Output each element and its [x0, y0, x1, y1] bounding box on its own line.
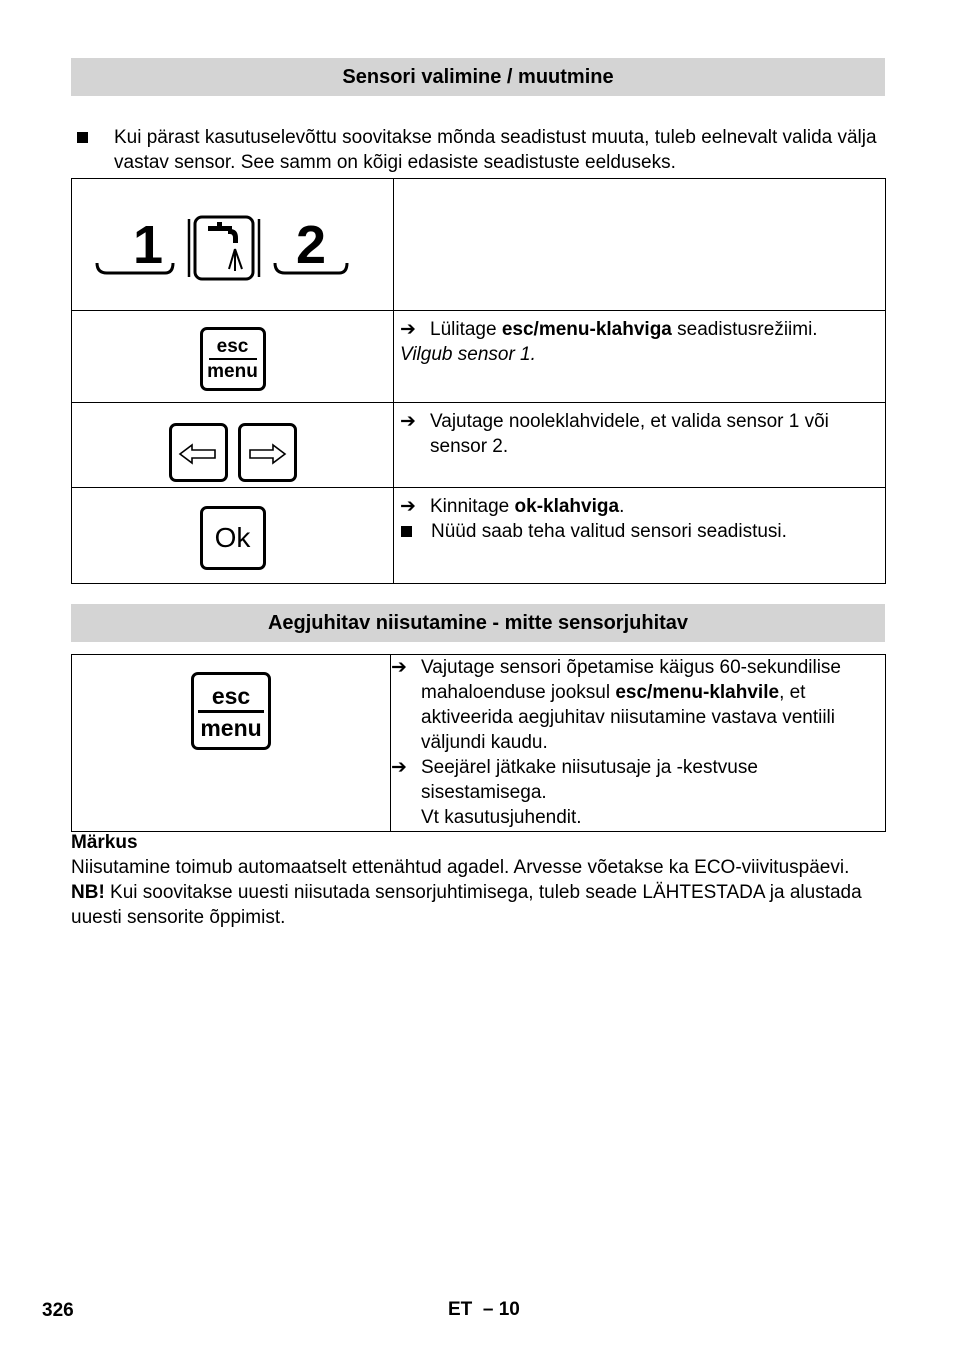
esc-key-label: esc	[198, 682, 264, 713]
menu-key-label: menu	[207, 361, 258, 382]
table-row-ok	[72, 488, 886, 584]
arrow-right-icon: ➔	[400, 496, 416, 517]
esc-result-text: Vilgub sensor 1.	[400, 344, 536, 365]
intro-paragraph	[71, 125, 885, 175]
esc-key-cell	[72, 311, 394, 403]
page-number: 326	[42, 1300, 74, 1321]
esc-instruction: Lülitage esc/menu-klahviga seadistusrežiimi.	[430, 319, 818, 340]
timed-irrigation-table	[71, 654, 886, 832]
arrow-right-icon: ➔	[400, 411, 416, 432]
arrows-text-cell	[394, 403, 886, 488]
display-cell	[72, 179, 394, 311]
intro-text: Kui pärast kasutuselevõttu soovitakse mõnda seadistust muuta, tuleb eelnevalt valida välja vastav sensor. See samm on kõigi edasiste seadistuste eelduseks.	[114, 127, 877, 173]
note-heading: Märkus	[71, 832, 138, 853]
arrows-instruction: Vajutage nooleklahvidele, et valida sensor 1 või sensor 2.	[430, 411, 829, 457]
ok-key-cell	[72, 488, 394, 584]
sensor-select-table	[71, 178, 886, 584]
left-arrow-key-icon	[169, 423, 228, 482]
menu-key-label: menu	[200, 715, 262, 741]
esc-text-cell	[394, 311, 886, 403]
table-row-esc	[72, 311, 886, 403]
display-text-cell	[394, 179, 886, 311]
esc-menu-key-icon	[191, 672, 271, 750]
esc-menu-key-icon	[200, 327, 266, 391]
table-row-display	[72, 179, 886, 311]
bullet-square-icon	[401, 526, 412, 537]
table-row-timed	[72, 655, 886, 832]
esc-key-cell-2	[72, 655, 391, 832]
display-left-number: 1	[132, 215, 163, 275]
ok-result-text: Nüüd saab teha valitud sensori seadistusi.	[431, 521, 787, 542]
arrow-right-icon: ➔	[391, 757, 407, 778]
arrow-right-icon: ➔	[391, 657, 407, 678]
display-right-number: 2	[295, 215, 326, 275]
esc-key-label: esc	[209, 336, 257, 360]
note-block	[71, 830, 885, 930]
arrow-right-icon: ➔	[400, 319, 416, 340]
ok-text-cell	[394, 488, 886, 584]
sensor-display-icon	[93, 211, 373, 291]
timed-text-cell	[391, 655, 886, 832]
timed-step2: Seejärel jätkake niisutusaje ja -kestvuse sisestamisega.	[421, 757, 758, 803]
right-arrow-key-icon	[238, 423, 297, 482]
ok-key-icon: Ok	[200, 506, 266, 570]
ok-instruction: Kinnitage ok-klahviga.	[430, 496, 625, 517]
timed-step2-extra: Vt kasutusjuhendit.	[421, 807, 582, 828]
arrow-keys-cell	[72, 403, 394, 488]
timed-step1: Vajutage sensori õpetamise käigus 60-sekundilise mahaloenduse jooksul esc/menu-klahvile, et aktiveerida aegjuhitav niisutamine vastava ventiili väljundi kaudu.	[421, 657, 842, 753]
nb-text: NB! Kui soovitakse uuesti niisutada sensorjuhtimisega, tuleb seade LÄHTESTADA ja alustada uuesti sensorite õppimist.	[71, 882, 862, 928]
table-row-arrows	[72, 403, 886, 488]
section-title-sensor-select: Sensori valimine / muutmine	[71, 58, 885, 96]
bullet-square-icon	[77, 132, 88, 143]
section-title-timed-irrigation: Aegjuhitav niisutamine - mitte sensorjuhitav	[71, 604, 885, 642]
note-text: Niisutamine toimub automaatselt ettenähtud agadel. Arvesse võetakse ka ECO-viivituspäevi.	[71, 857, 850, 878]
footer-section: ET – 10	[448, 1299, 520, 1320]
